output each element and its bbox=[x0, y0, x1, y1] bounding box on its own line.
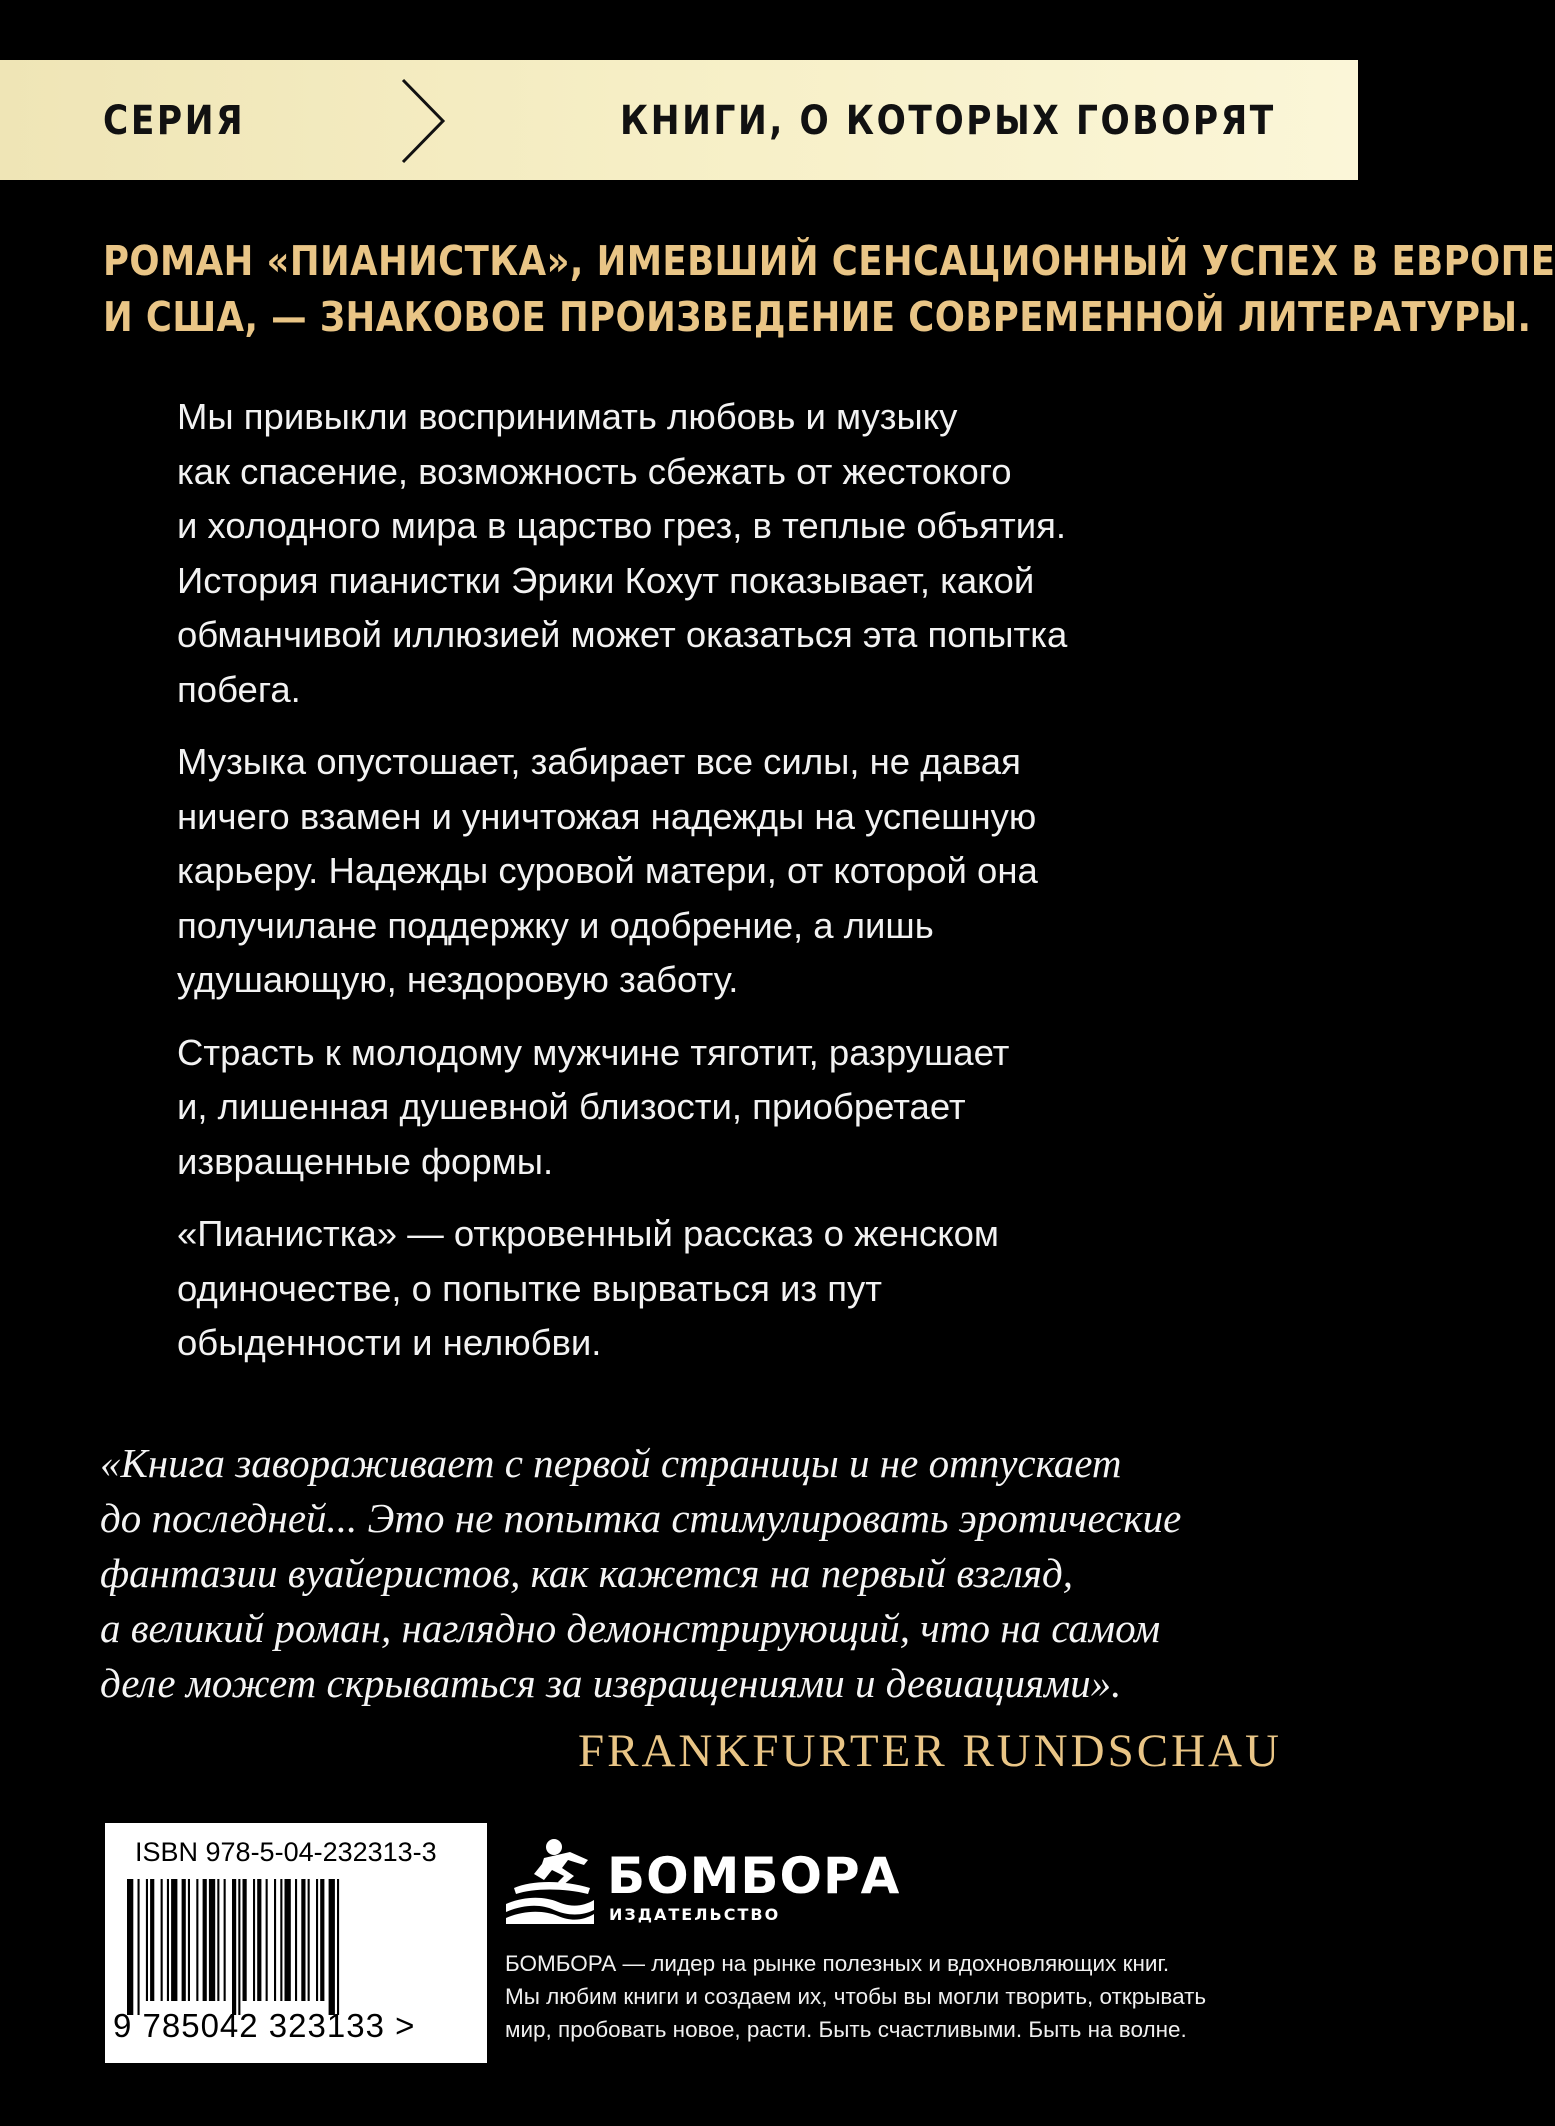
isbn-number: ISBN 978-5-04-232313-3 bbox=[135, 1837, 437, 1867]
description-line: побега. bbox=[177, 668, 301, 710]
description-line: История пианистки Эрики Кохут показывает, какой bbox=[177, 559, 1035, 601]
description-paragraph bbox=[177, 1026, 1277, 1190]
publisher-description-line: Мы любим книги и создаем их, чтобы вы могли творить, открывать bbox=[505, 1984, 1207, 2009]
description-line: Страсть к молодому мужчине тяготит, разрушает bbox=[177, 1031, 1010, 1073]
quote-line: а великий роман, наглядно демонстрирующий, что на самом bbox=[100, 1605, 1161, 1651]
quote-line: «Книга завораживает с первой страницы и не отпускает bbox=[100, 1440, 1122, 1486]
description-line: и холодного мира в царство грез, в теплые объятия. bbox=[177, 505, 1067, 546]
description-line: удушающую, нездоровую заботу. bbox=[177, 959, 739, 1000]
quote-line: до последней... Это не попытка стимулировать эротические bbox=[100, 1495, 1182, 1541]
publisher-description-line: мир, пробовать новое, расти. Быть счастливыми. Быть на волне. bbox=[505, 2017, 1187, 2042]
description-line: Мы привыкли воспринимать любовь и музыку bbox=[177, 396, 958, 437]
bombora-surfer-logo-icon bbox=[504, 1838, 596, 1929]
tagline bbox=[103, 233, 1555, 345]
description-line: карьеру. Надежды суровой матери, от которой она bbox=[177, 850, 1038, 891]
barcode bbox=[105, 1823, 487, 2063]
barcode-bars bbox=[127, 1879, 467, 2015]
review-quote bbox=[100, 1436, 1300, 1711]
description-paragraph bbox=[177, 390, 1277, 717]
quote-line: фантазии вуайеристов, как кажется на первый взгляд, bbox=[100, 1550, 1073, 1596]
quote-line: деле может скрываться за извращениями и девиациями». bbox=[100, 1660, 1122, 1706]
publisher-subtitle: ИЗДАТЕЛЬСТВО bbox=[609, 1905, 781, 1924]
description-line: ничего взамен и уничтожая надежды на успешную bbox=[177, 795, 1037, 837]
description-line: Музыка опустошает, забирает все силы, не давая bbox=[177, 741, 1021, 782]
description-paragraph bbox=[177, 1207, 1277, 1371]
book-description bbox=[177, 390, 1277, 1389]
tagline-line: И США, — ЗНАКОВОЕ ПРОИЗВЕДЕНИЕ СОВРЕМЕННОЙ ЛИТЕРАТУРЫ. bbox=[103, 293, 1532, 341]
series-banner bbox=[0, 60, 1358, 180]
description-line: обманчивой иллюзией может оказаться эта попытка bbox=[177, 614, 1068, 655]
publisher-description bbox=[505, 1947, 1206, 2046]
series-label: СЕРИЯ bbox=[103, 98, 246, 144]
description-line: обыденности и нелюбви. bbox=[177, 1322, 602, 1363]
publisher-description-line: БОМБОРА — лидер на рынке полезных и вдохновляющих книг. bbox=[505, 1951, 1170, 1976]
description-line: извращенные формы. bbox=[177, 1140, 554, 1182]
chevron-right-icon bbox=[398, 76, 448, 171]
tagline-line: РОМАН «ПИАНИСТКА», ИМЕВШИЙ СЕНСАЦИОННЫЙ УСПЕХ В ЕВРОПЕ bbox=[103, 237, 1555, 285]
description-paragraph bbox=[177, 735, 1277, 1008]
description-line: и, лишенная душевной близости, приобретает bbox=[177, 1086, 966, 1127]
review-source: FRANKFURTER RUNDSCHAU bbox=[578, 1725, 1282, 1777]
description-line: одиночестве, о попытке вырваться из пут bbox=[177, 1267, 883, 1309]
series-name: КНИГИ, О КОТОРЫХ ГОВОРЯТ bbox=[620, 98, 1276, 144]
publisher-name: БОМБОРА bbox=[607, 1847, 901, 1905]
barcode-digits: 9 785042 323133 > bbox=[113, 2007, 416, 2044]
description-line: как спасение, возможность сбежать от жестокого bbox=[177, 450, 1012, 492]
description-line: получилане поддержку и одобрение, а лишь bbox=[177, 904, 934, 946]
description-line: «Пианистка» — откровенный рассказ о женском bbox=[177, 1213, 999, 1254]
